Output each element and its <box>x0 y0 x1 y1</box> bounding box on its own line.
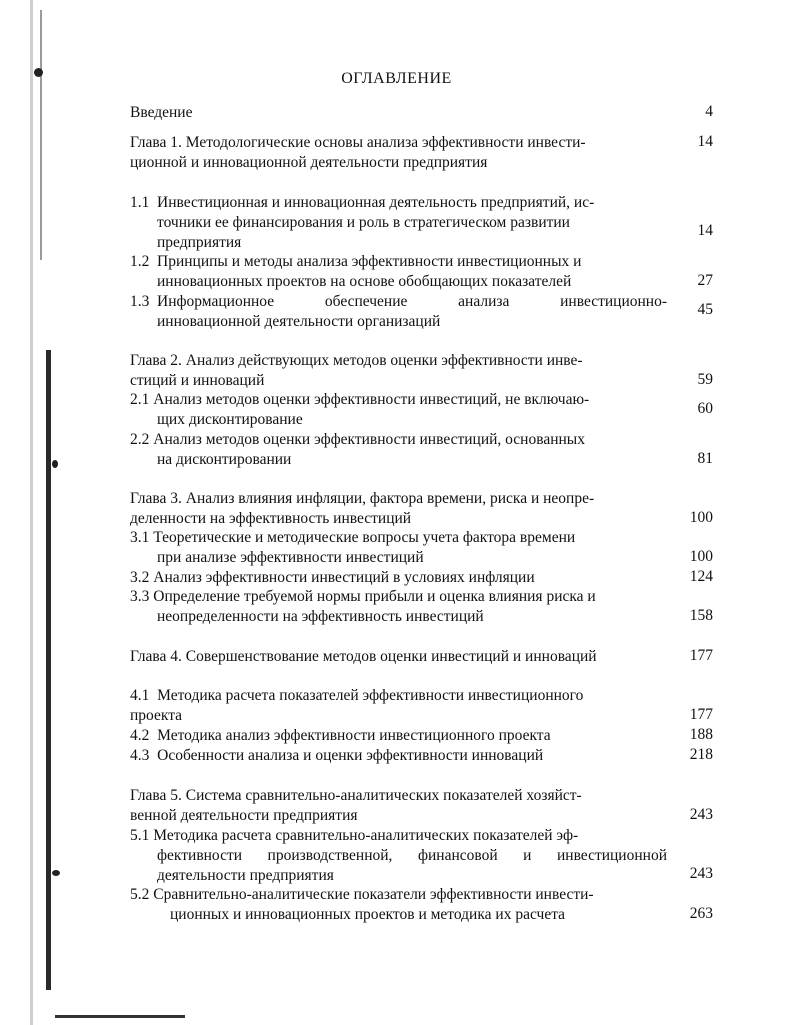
toc-line: Анализ методов оценки эффективности инвестиций, не включаю- <box>153 391 590 408</box>
toc-chapter-1 <box>130 133 667 173</box>
toc-page-number: 158 <box>689 607 713 624</box>
toc-section-1-3 <box>130 292 667 332</box>
toc-section-number: 5.2 <box>130 886 150 903</box>
scan-speck <box>52 870 60 876</box>
toc-section-4-2 <box>130 726 667 746</box>
toc-line: деятельности предприятия <box>157 867 334 884</box>
toc-line: деленности на эффективность инвестиций <box>130 510 412 527</box>
toc-line: Принципы и методы анализа эффективности инвестиционных и <box>157 253 582 270</box>
toc-page-number: 60 <box>697 400 713 417</box>
toc-page-number: 59 <box>697 371 713 388</box>
toc-line: предприятия <box>157 234 242 251</box>
toc-section-3-3 <box>130 587 667 627</box>
toc-section-number: 1.1 <box>130 194 150 211</box>
toc-page-number: 14 <box>697 222 713 239</box>
toc-line: неопределенности на эффективность инвестиций <box>157 608 484 625</box>
toc-entry-intro <box>130 103 667 123</box>
toc-page-number: 81 <box>697 450 713 467</box>
toc-section-5-2 <box>130 885 667 925</box>
toc-line: Глава 1. Методологические основы анализа эффективности инвести- <box>130 134 586 151</box>
toc-line: Глава 4. Совершенствование методов оценки инвестиций и инноваций <box>130 648 597 665</box>
toc-line: ционной и инновационной деятельности предприятия <box>130 154 488 171</box>
toc-line: Методика расчета сравнительно-аналитических показателей эф- <box>153 827 579 844</box>
toc-line: проекта <box>130 707 183 724</box>
toc-line: Методика анализ эффективности инвестиционного проекта <box>157 727 551 744</box>
toc-section-1-2 <box>130 252 667 292</box>
toc-line: Инвестиционная и инновационная деятельность предприятий, ис- <box>157 194 595 211</box>
toc-page-number: 188 <box>689 726 713 743</box>
toc-section-number: 3.3 <box>130 588 150 605</box>
toc-line: инновационных проектов на основе обобщающих показателей <box>157 273 572 290</box>
toc-line: Анализ эффективности инвестиций в условиях инфляции <box>153 569 535 586</box>
toc-line: Глава 3. Анализ влияния инфляции, фактора времени, риска и неопре- <box>130 490 595 507</box>
toc-section-3-1 <box>130 528 667 568</box>
toc-line: Теоретические и методические вопросы учета фактора времени <box>153 529 576 546</box>
toc-page-number: 14 <box>697 133 713 150</box>
scan-left-edge <box>30 0 33 1025</box>
toc-page-number: 218 <box>689 746 713 763</box>
toc-section-number: 4.2 <box>130 727 150 744</box>
toc-page-number: 243 <box>689 865 713 882</box>
toc-page-number: 263 <box>689 905 713 922</box>
toc-line: Информационное обеспечение анализа инвестиционно- <box>157 293 667 310</box>
toc-page-number: 4 <box>705 103 713 120</box>
toc-section-number: 2.2 <box>130 431 150 448</box>
toc-entry-text: Введение <box>130 104 193 121</box>
scan-bottom-mark <box>55 1015 185 1018</box>
toc-chapter-4 <box>130 647 675 667</box>
page-title: ОГЛАВЛЕНИЕ <box>341 70 452 87</box>
toc-section-4-3 <box>130 746 667 766</box>
scan-speck <box>52 460 58 468</box>
toc-section-number: 2.1 <box>130 391 150 408</box>
toc-line: Анализ методов оценки эффективности инвестиций, основанных <box>153 431 585 448</box>
toc-section-3-2 <box>130 568 667 588</box>
toc-page-number: 100 <box>689 548 713 565</box>
toc-line: стиций и инноваций <box>130 372 265 389</box>
toc-line: на дисконтировании <box>157 451 292 468</box>
toc-page-number: 27 <box>697 272 713 289</box>
toc-line: Глава 2. Анализ действующих методов оценки эффективности инве- <box>130 352 583 369</box>
toc-page-number: 177 <box>689 706 713 723</box>
toc-section-number: 3.2 <box>130 569 150 586</box>
scan-binding-mark <box>40 10 42 260</box>
toc-chapter-5 <box>130 786 667 826</box>
toc-line: щих дисконтирование <box>157 411 303 428</box>
toc-line: Глава 5. Система сравнительно-аналитических показателей хозяйст- <box>130 787 582 804</box>
toc-section-number: 4.1 <box>130 687 150 704</box>
toc-section-4-1 <box>130 686 667 726</box>
toc-line: Особенности анализа и оценки эффективности инноваций <box>157 747 544 764</box>
toc-line: при анализе эффективности инвестиций <box>157 549 424 566</box>
toc-line: точники ее финансирования и роль в стратегическом развитии <box>157 214 570 231</box>
toc-section-2-1 <box>130 390 667 430</box>
toc-chapter-2 <box>130 351 667 391</box>
toc-page-number: 100 <box>689 509 713 526</box>
toc-line: фективности производственной, финансовой и инвестиционной <box>157 847 667 864</box>
toc-line: Методика расчета показателей эффективности инвестиционного <box>157 687 584 704</box>
toc-section-number: 1.3 <box>130 293 150 310</box>
toc-page-number: 45 <box>697 301 713 318</box>
toc-line: венной деятельности предприятия <box>130 807 358 824</box>
toc-page-number: 124 <box>689 568 713 585</box>
toc-section-number: 4.3 <box>130 747 150 764</box>
toc-section-2-2 <box>130 430 667 470</box>
toc-page-number: 243 <box>689 806 713 823</box>
toc-line: ционных и инновационных проектов и методика их расчета <box>170 906 566 923</box>
toc-line: инновационной деятельности организаций <box>157 313 441 330</box>
toc-section-5-1 <box>130 826 667 886</box>
toc-line: Определение требуемой нормы прибыли и оценка влияния риска и <box>153 588 596 605</box>
toc-section-number: 1.2 <box>130 253 150 270</box>
toc-page-number: 177 <box>689 647 713 664</box>
scan-binding-shadow <box>46 350 51 990</box>
toc-section-1-1 <box>130 193 667 253</box>
toc-section-number: 3.1 <box>130 529 150 546</box>
toc-section-number: 5.1 <box>130 827 150 844</box>
toc-chapter-3 <box>130 489 667 529</box>
toc-line: Сравнительно-аналитические показатели эффективности инвести- <box>153 886 594 903</box>
